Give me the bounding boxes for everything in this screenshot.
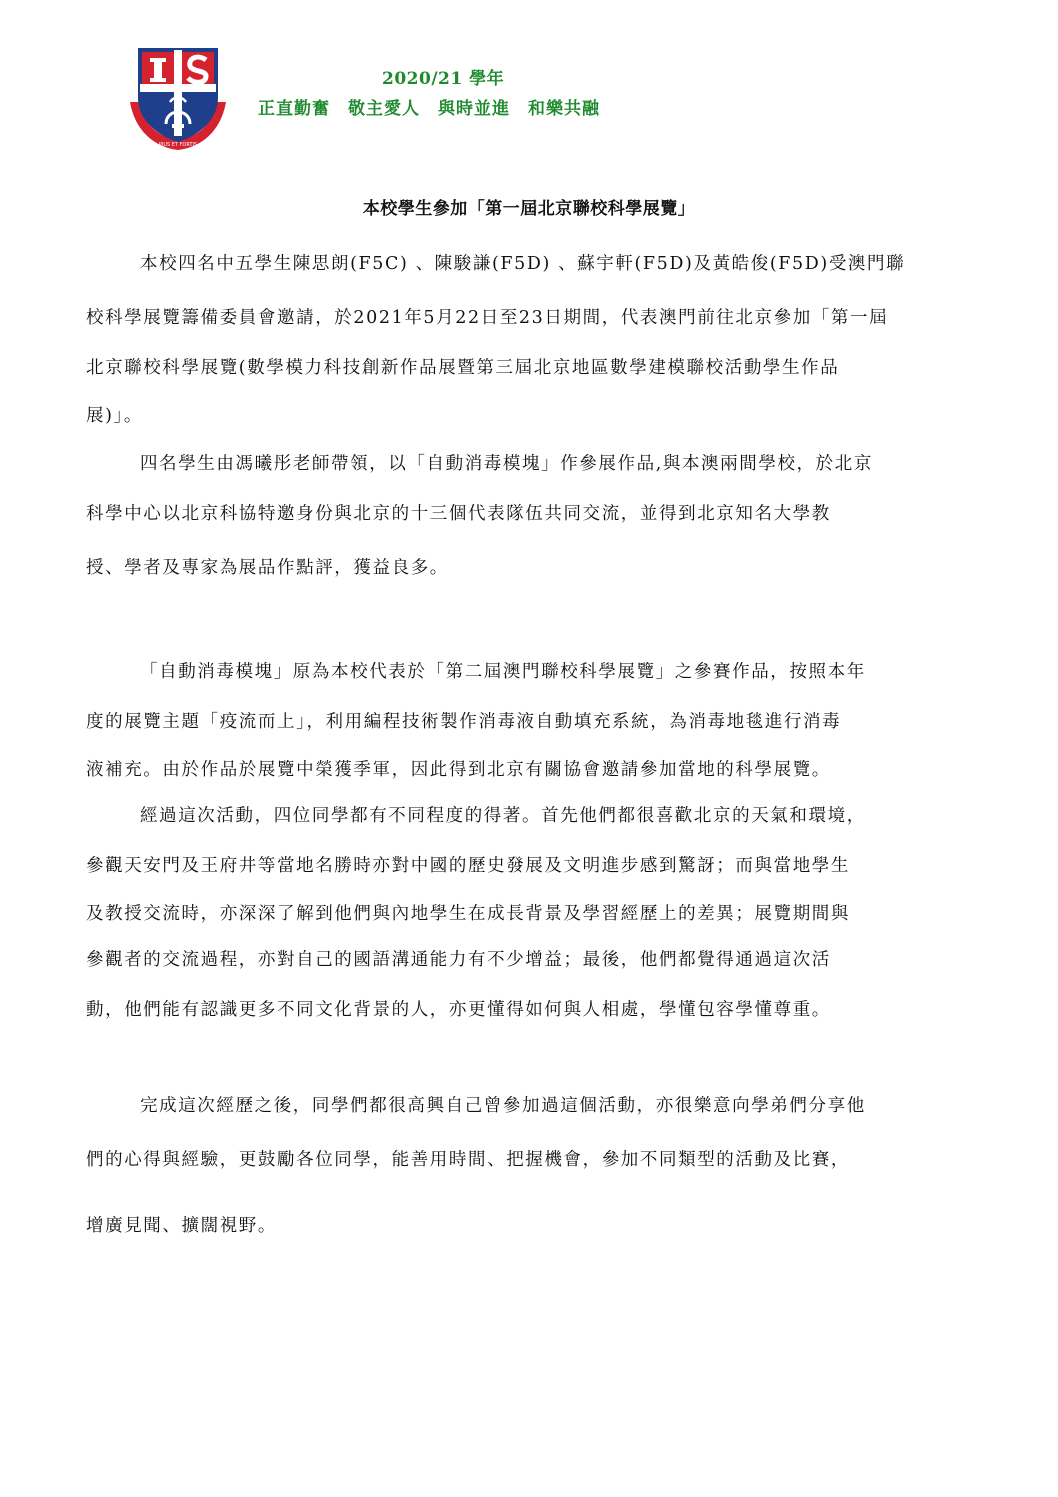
body-line: 度的展覽主題「疫流而上」，利用編程技術製作消毒液自動填充系統，為消毒地毯進行消毒 bbox=[86, 712, 842, 732]
body-line: 展)」。 bbox=[86, 406, 143, 426]
article-title: 本校學生參加「第一屆北京聯校科學展覽」 bbox=[362, 199, 696, 219]
body-line: 四名學生由馮曦彤老師帶領，以「自動消毒模塊」作參展作品,與本澳兩間學校，於北京 bbox=[140, 454, 873, 474]
body-line: 增廣見聞、擴闊視野。 bbox=[86, 1216, 277, 1236]
body-line: 參觀者的交流過程，亦對自己的國語溝通能力有不少增益；最後，他們都覺得通過這次活 bbox=[86, 950, 831, 970]
body-line: 校科學展覽籌備委員會邀請，於2021年5月22日至23日期間，代表澳門前往北京參加「第一屆 bbox=[86, 308, 889, 328]
body-line: 液補充。由於作品於展覽中榮獲季軍，因此得到北京有關協會邀請參加當地的科學展覽。 bbox=[86, 760, 831, 780]
header-school-motto: 正直勤奮 敬主愛人 與時並進 和樂共融 bbox=[258, 99, 600, 119]
crest-ribbon-text: PIUS ET FORTIS bbox=[158, 142, 198, 148]
body-line: 「自動消毒模塊」原為本校代表於「第二屆澳門聯校科學展覽」之參賽作品，按照本年 bbox=[140, 662, 866, 682]
body-line: 科學中心以北京科協特邀身份與北京的十三個代表隊伍共同交流，並得到北京知名大學教 bbox=[86, 504, 831, 524]
body-line: 及教授交流時，亦深深了解到他們與內地學生在成長背景及學習經歷上的差異；展覽期間與 bbox=[86, 904, 850, 924]
body-line: 授、學者及專家為展品作點評，獲益良多。 bbox=[86, 558, 449, 578]
school-crest-logo bbox=[126, 40, 230, 152]
body-line: 經過這次活動，四位同學都有不同程度的得著。首先他們都很喜歡北京的天氣和環境， bbox=[140, 806, 866, 826]
body-line: 參觀天安門及王府井等當地名勝時亦對中國的歷史發展及文明進步感到驚訝；而與當地學生 bbox=[86, 856, 850, 876]
body-line: 本校四名中五學生陳思朗(F5C) 、陳駿謙(F5D) 、蘇宇軒(F5D)及黃皓俊(F5D)受澳門聯 bbox=[140, 254, 906, 274]
header-school-year: 2020/21 學年 bbox=[382, 69, 505, 89]
body-line: 們的心得與經驗，更鼓勵各位同學，能善用時間、把握機會，參加不同類型的活動及比賽， bbox=[86, 1150, 850, 1170]
body-line: 完成這次經歷之後，同學們都很高興自己曾參加過這個活動，亦很樂意向學弟們分享他 bbox=[140, 1096, 866, 1116]
body-line: 北京聯校科學展覽(數學模力科技創新作品展暨第三屆北京地區數學建模聯校活動學生作品 bbox=[86, 358, 840, 378]
body-line: 動，他們能有認識更多不同文化背景的人，亦更懂得如何與人相處，學懂包容學懂尊重。 bbox=[86, 1000, 831, 1020]
